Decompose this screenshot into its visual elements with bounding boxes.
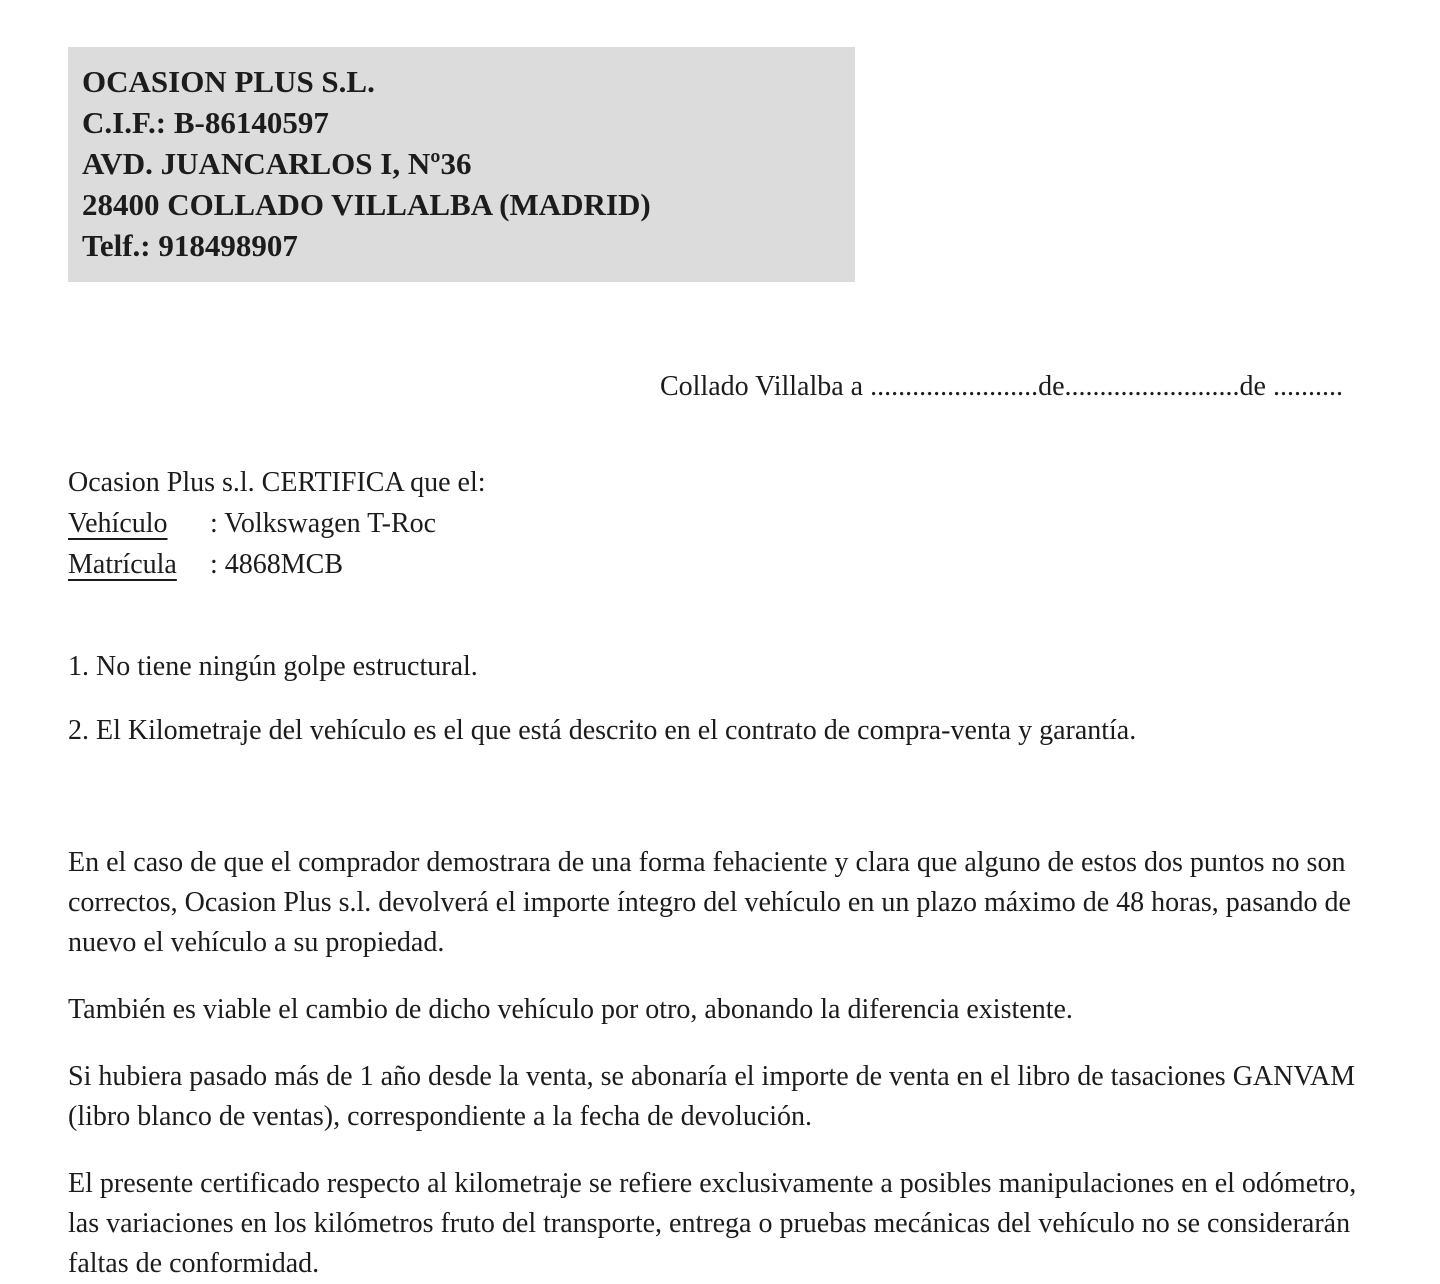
company-header-box [68, 47, 855, 282]
plate-label: Matrícula [68, 549, 177, 580]
company-cif: C.I.F.: B-86140597 [82, 105, 329, 140]
vehicle-field [68, 503, 1372, 544]
company-city: 28400 COLLADO VILLALBA (MADRID) [82, 187, 651, 222]
vehicle-value: : Volkswagen T-Roc [210, 508, 437, 539]
vehicle-label: Vehículo [68, 508, 168, 539]
company-name: OCASION PLUS S.L. [82, 64, 375, 99]
paragraph-odometer: El presente certificado respecto al kilometraje se refiere exclusivamente a posibles manipulaciones en el odómetro, las variaciones en los kilómetros fruto del transporte, entrega o pruebas mecánicas del vehículo no se considerarán faltas de conformidad. [68, 1168, 1357, 1279]
certification-block [68, 462, 1372, 585]
date-line: Collado Villalba a ........................de.........................de .......... [660, 371, 1343, 402]
point-structural: 1. No tiene ningún golpe estructural. [68, 651, 478, 682]
paragraph-ganvam: Si hubiera pasado más de 1 año desde la venta, se abonaría el importe de venta en el libro de tasaciones GANVAM (libro blanco de ventas), correspondiente a la fecha de devolución. [68, 1061, 1356, 1132]
terms-paragraphs [68, 843, 1376, 1284]
plate-field [68, 544, 1372, 585]
point-mileage: 2. El Kilometraje del vehículo es el que está descrito en el contrato de compra-venta y garantía. [68, 715, 1137, 746]
company-phone: Telf.: 918498907 [82, 228, 298, 263]
company-address: AVD. JUANCARLOS I, Nº36 [82, 146, 472, 181]
plate-value: : 4868MCB [210, 549, 344, 580]
paragraph-exchange: También es viable el cambio de dicho vehículo por otro, abonando la diferencia existente. [68, 994, 1073, 1025]
certification-intro: Ocasion Plus s.l. CERTIFICA que el: [68, 467, 486, 498]
certified-points [68, 647, 1372, 751]
paragraph-refund: En el caso de que el comprador demostrara de una forma fehaciente y clara que alguno de estos dos puntos no son correctos, Ocasion Plus s.l. devolverá el importe íntegro del vehículo en un plazo máximo de 48 horas, pasando de nuevo el vehículo a su propiedad. [68, 847, 1351, 958]
